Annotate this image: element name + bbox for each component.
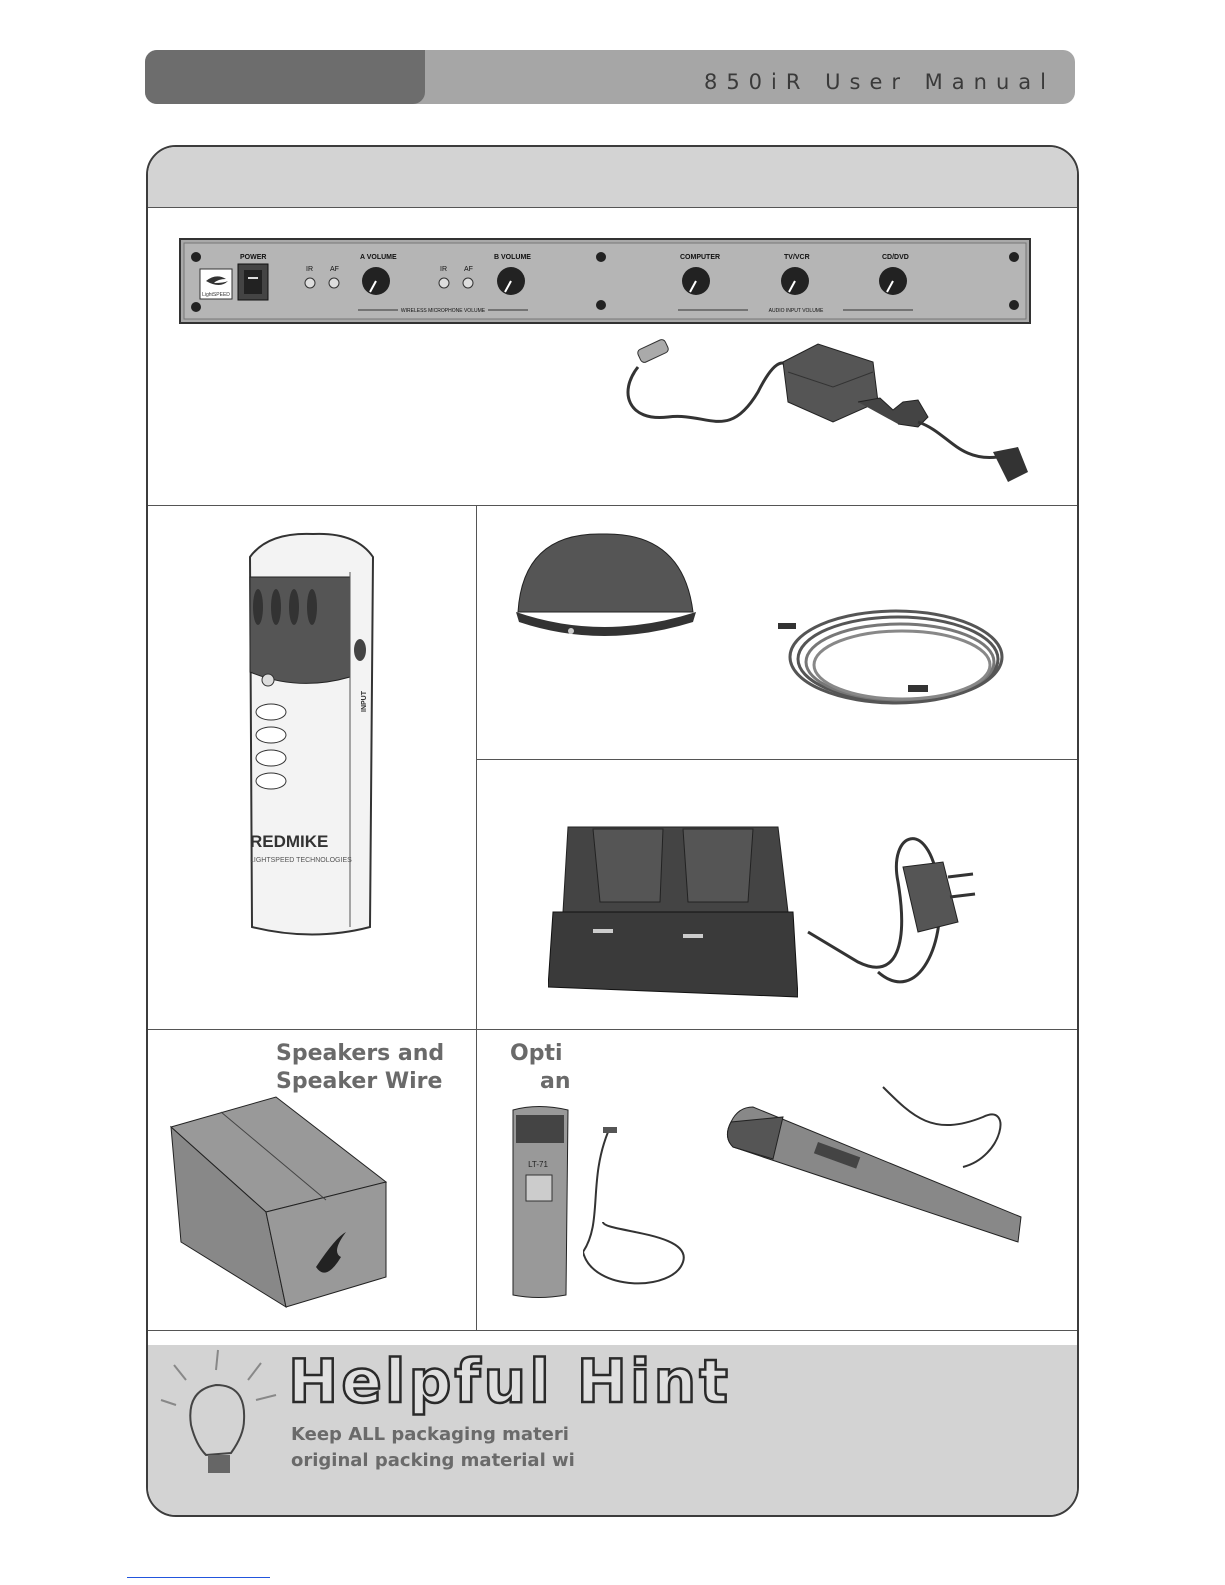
lt71-model-label: LT-71	[528, 1160, 548, 1169]
screw	[596, 300, 606, 310]
ir-label: IR	[440, 266, 447, 273]
divider	[148, 505, 1077, 506]
a-volume-knob[interactable]	[362, 267, 390, 295]
redmike-sub: LIGHTSPEED TECHNOLOGIES	[250, 857, 352, 864]
amplifier-front-panel	[178, 237, 1033, 327]
lt71-transmitter	[508, 1105, 573, 1300]
manual-title: 850iR User Manual	[703, 70, 1055, 94]
computer-label: COMPUTER	[680, 254, 721, 261]
ir-led	[305, 278, 315, 288]
speaker-box-illustration	[166, 1092, 391, 1317]
ir-label: IR	[306, 266, 313, 273]
card-heading-band	[148, 147, 1077, 208]
divider	[148, 1330, 1077, 1331]
power-label: POWER	[240, 254, 267, 261]
tvvcr-volume-knob[interactable]	[781, 267, 809, 295]
screw	[1009, 300, 1019, 310]
hint-text-line1: Keep ALL packaging materi	[291, 1424, 569, 1445]
input-label: INPUT	[361, 691, 368, 712]
charger-base	[548, 817, 798, 1007]
lt71-cable	[583, 1122, 693, 1302]
optional-label-line2: an	[540, 1069, 571, 1094]
screw	[191, 302, 201, 312]
computer-volume-knob[interactable]	[682, 267, 710, 295]
redmike-brand: REDMIKE	[250, 832, 329, 851]
screw	[596, 252, 606, 262]
cddvd-volume-knob[interactable]	[879, 267, 907, 295]
speakers-label-line1: Speakers and	[276, 1041, 445, 1066]
b-volume-knob[interactable]	[497, 267, 525, 295]
af-label: AF	[464, 266, 473, 273]
divider	[476, 759, 1077, 760]
speakers-label-line2: Speaker Wire	[276, 1069, 443, 1094]
power-switch[interactable]	[238, 264, 268, 300]
lightbulb-icon	[156, 1345, 286, 1505]
divider	[148, 1029, 1077, 1030]
header-tab	[145, 50, 425, 104]
af-led	[463, 278, 473, 288]
divider	[476, 505, 477, 1330]
footer-link-underline	[127, 1577, 270, 1578]
af-led	[329, 278, 339, 288]
coiled-cable	[778, 597, 1018, 722]
charger-adapter	[798, 822, 1013, 1012]
af-label: AF	[330, 266, 339, 273]
wireless-volume-label: WIRELESS MICROPHONE VOLUME	[400, 308, 486, 314]
screw	[191, 252, 201, 262]
contents-card	[146, 145, 1079, 1517]
screw	[1009, 252, 1019, 262]
audio-input-volume-label: AUDIO INPUT VOLUME	[768, 308, 824, 314]
svg-text:LightSPEED: LightSPEED	[202, 292, 230, 298]
optional-label-line1: Opti	[510, 1041, 563, 1066]
tvvcr-label: TV/VCR	[784, 254, 810, 261]
cddvd-label: CD/DVD	[882, 254, 909, 261]
ir-led	[439, 278, 449, 288]
a-volume-label: A VOLUME	[360, 254, 397, 261]
helpful-hint-title: Helpful Hint	[288, 1347, 731, 1417]
hint-text-line2: original packing material wi	[291, 1450, 575, 1471]
ir-sensor-dome	[513, 532, 703, 642]
b-volume-label: B VOLUME	[494, 254, 531, 261]
lightspeed-logo-badge	[200, 269, 232, 299]
redmike-transmitter-illustration	[238, 532, 388, 947]
handheld-microphone	[723, 1077, 1023, 1257]
power-supply-illustration	[618, 332, 1048, 502]
